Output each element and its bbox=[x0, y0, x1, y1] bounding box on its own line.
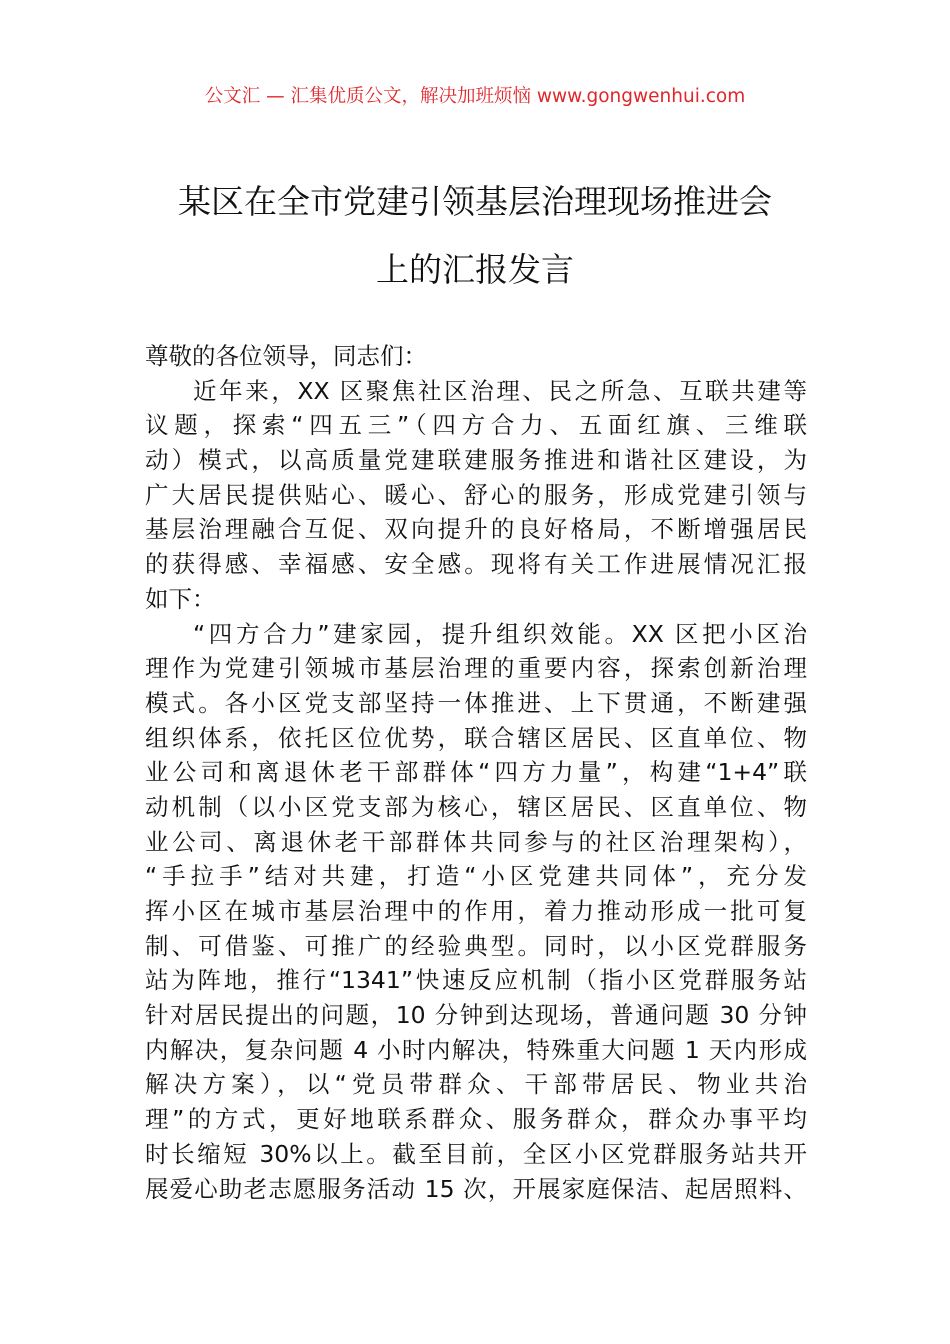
text-line: 近年来，XX 区聚焦社区治理、民之所急、互联共建等 bbox=[193, 376, 807, 405]
text-line: 如下： bbox=[145, 584, 216, 613]
text-line: 模式。各小区党支部坚持一体推进、上下贯通，不断建强 bbox=[145, 688, 807, 717]
text-line: 议题，探索“四五三”（四方合力、五面红旗、三维联 bbox=[145, 411, 807, 440]
text-line: 展爱心助老志愿服务活动 15 次，开展家庭保洁、起居照料、 bbox=[145, 1174, 807, 1203]
text-line: 时长缩短 30%以上。截至目前，全区小区党群服务站共开 bbox=[145, 1139, 807, 1168]
text-line: 尊敬的各位领导，同志们： bbox=[145, 342, 427, 370]
text-line: 基层治理融合互促、双向提升的良好格局，不断增强居民 bbox=[145, 515, 807, 544]
text-line: “四方合力”建家园，提升组织效能。XX 区把小区治 bbox=[193, 619, 807, 648]
text-line: 制、可借鉴、可推广的经验典型。同时，以小区党群服务 bbox=[145, 931, 807, 960]
text-line: 组织体系，依托区位优势，联合辖区居民、区直单位、物 bbox=[145, 723, 807, 752]
text-line: 针对居民提出的问题，10 分钟到达现场，普通问题 30 分钟 bbox=[145, 1001, 807, 1030]
text-line: 站为阵地，推行“1341”快速反应机制（指小区党群服务站 bbox=[145, 966, 807, 995]
document-title-line-1: 某区在全市党建引领基层治理现场推进会 bbox=[178, 182, 772, 221]
document-title-line-2: 上的汇报发言 bbox=[376, 250, 574, 289]
text-line: 广大居民提供贴心、暖心、舒心的服务，形成党建引领与 bbox=[145, 480, 807, 509]
document-body bbox=[145, 339, 807, 1206]
text-line: 内解决，复杂问题 4 小时内解决，特殊重大问题 1 天内形成 bbox=[145, 1035, 807, 1064]
text-line: 理”的方式，更好地联系群众、服务群众，群众办事平均 bbox=[145, 1105, 807, 1134]
text-line: 挥小区在城市基层治理中的作用，着力推动形成一批可复 bbox=[145, 897, 807, 925]
text-line: “手拉手”结对共建，打造“小区党建共同体”，充分发 bbox=[145, 862, 807, 891]
text-line: 理作为党建引领城市基层治理的重要内容，探索创新治理 bbox=[145, 654, 807, 683]
text-line: 的获得感、幸福感、安全感。现将有关工作进展情况汇报 bbox=[145, 550, 807, 579]
text-line: 解决方案），以“党员带群众、干部带居民、物业共治 bbox=[145, 1070, 807, 1099]
text-line: 动）模式，以高质量党建联建服务推进和谐社区建设，为 bbox=[145, 446, 807, 475]
text-line: 业公司、离退休老干部群体共同参与的社区治理架构）， bbox=[145, 827, 807, 856]
text-line: 动机制（以小区党支部为核心，辖区居民、区直单位、物 bbox=[145, 792, 807, 821]
watermark-header: 公文汇 — 汇集优质公文，解决加班烦恼 www.gongwenhui.com bbox=[204, 86, 746, 107]
text-line: 业公司和离退休老干部群体“四方力量”，构建“1+4”联 bbox=[145, 758, 807, 787]
